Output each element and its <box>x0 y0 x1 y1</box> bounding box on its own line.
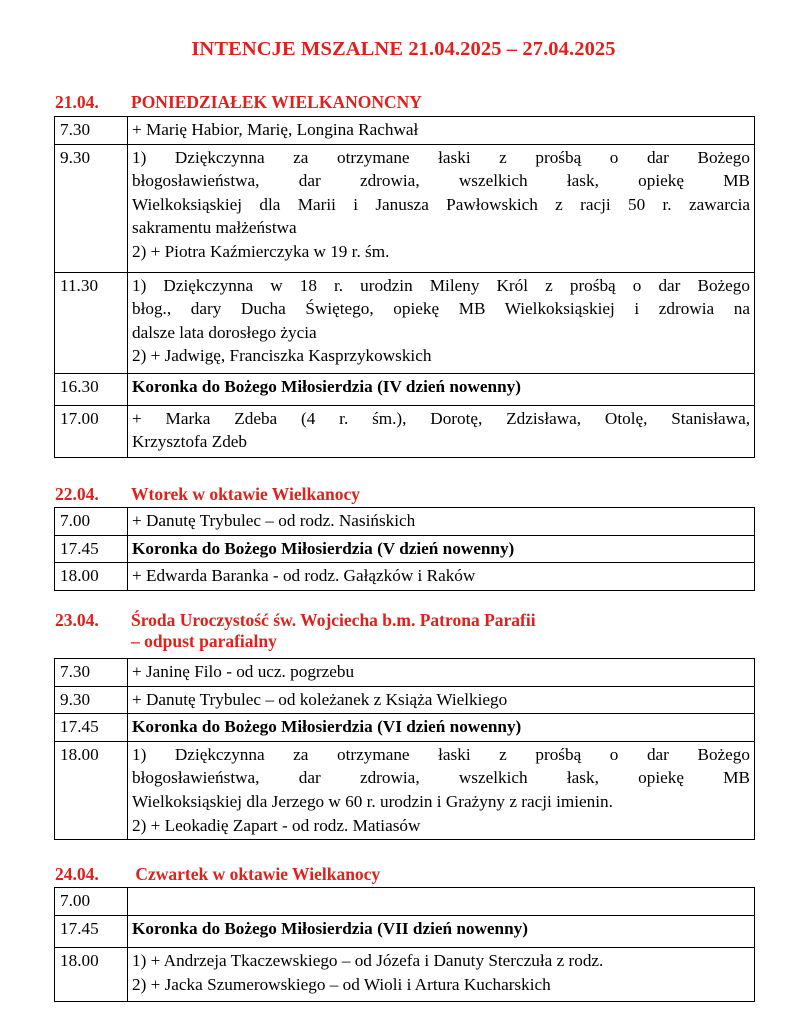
table-row <box>55 948 755 1002</box>
mass-intention <box>128 144 755 272</box>
mass-time: 7.30 <box>55 117 128 145</box>
day-date: 21.04. <box>55 92 99 112</box>
intention-line: błogosławieństwa, dar zdrowia, wszelkich łask, opiekę MB <box>132 768 750 788</box>
intention-line: + Danutę Trybulec – od koleżanek z Książa Wielkiego <box>132 689 508 709</box>
mass-time: 17.45 <box>55 714 128 742</box>
day-date: 23.04. <box>55 610 99 630</box>
day-heading <box>55 610 536 652</box>
day-date: 22.04. <box>55 484 99 504</box>
mass-time: 18.00 <box>55 948 128 1002</box>
table-row <box>55 563 755 591</box>
mass-intention <box>128 563 755 591</box>
mass-time: 18.00 <box>55 563 128 591</box>
table-row <box>55 508 755 536</box>
table-row <box>55 373 755 405</box>
intention-line: błogosławieństwa, dar zdrowia, wszelkich łask, opiekę MB <box>132 171 750 191</box>
mass-time: 9.30 <box>55 686 128 714</box>
table-row <box>55 686 755 714</box>
mass-time: 16.30 <box>55 373 128 405</box>
mass-intention <box>128 405 755 457</box>
intention-line: 2) + Jadwigę, Franciszka Kasprzykowskich <box>132 346 432 366</box>
table-row <box>55 144 755 272</box>
intention-line: Wielkoksiąskiej dla Marii i Janusza Pawłowskich z racji 50 r. zawarcia <box>132 194 750 214</box>
day-heading <box>55 864 380 885</box>
day-date: 24.04. <box>55 864 99 884</box>
intention-line: Koronka do Bożego Miłosierdzia (V dzień nowenny) <box>132 538 515 558</box>
day-name: Wtorek w oktawie Wielkanocy <box>131 484 360 504</box>
table-row <box>55 272 755 373</box>
day-name: PONIEDZIAŁEK WIELKANONCNY <box>131 92 422 112</box>
intention-line: Koronka do Bożego Miłosierdzia (IV dzień nowenny) <box>132 376 521 396</box>
mass-time: 17.45 <box>55 535 128 563</box>
mass-intention <box>128 535 755 563</box>
table-row <box>55 405 755 457</box>
intention-line: Krzysztofa Zdeb <box>132 432 248 452</box>
mass-intention <box>128 741 755 839</box>
mass-intention <box>128 888 755 916</box>
mass-intention <box>128 948 755 1002</box>
mass-time: 17.00 <box>55 405 128 457</box>
day-heading <box>55 92 422 113</box>
day-name: Czwartek w oktawie Wielkanocy <box>131 864 381 884</box>
intention-line: błog., dary Ducha Świętego, opiekę MB Wielkoksiąskiej i zdrowia na <box>132 299 750 319</box>
day-name: – odpust parafialny <box>131 631 277 651</box>
mass-intentions-table <box>54 658 755 840</box>
intention-line: dalsze lata dorosłego życia <box>132 322 317 342</box>
page-title: INTENCJE MSZALNE 21.04.2025 – 27.04.2025 <box>191 38 616 60</box>
mass-time: 18.00 <box>55 741 128 839</box>
intention-line: 1) Dziękczynna za otrzymane łaski z prośbą o dar Bożego <box>132 147 750 167</box>
mass-time: 7.00 <box>55 508 128 536</box>
mass-time: 11.30 <box>55 272 128 373</box>
intention-line: 1) Dziękczynna w 18 r. urodzin Mileny Król z prośbą o dar Bożego <box>132 275 750 295</box>
intention-line: 2) + Leokadię Zapart - od rodz. Matiasów <box>132 815 421 835</box>
intention-line: 2) + Jacka Szumerowskiego – od Wioli i Artura Kucharskich <box>132 974 551 994</box>
intention-line: 1) Dziękczynna za otrzymane łaski z prośbą o dar Bożego <box>132 744 750 764</box>
intention-line: Koronka do Bożego Miłosierdzia (VII dzień nowenny) <box>132 919 528 938</box>
mass-intention <box>128 714 755 742</box>
mass-time: 7.00 <box>55 888 128 916</box>
mass-intentions-table <box>54 116 755 458</box>
intention-line: + Danutę Trybulec – od rodz. Nasińskich <box>132 511 416 530</box>
mass-time: 17.45 <box>55 916 128 948</box>
intention-line: + Marka Zdeba (4 r. śm.), Dorotę, Zdzisława, Otolę, Stanisława, <box>132 408 750 428</box>
mass-intention <box>128 272 755 373</box>
mass-intention <box>128 916 755 948</box>
mass-time: 9.30 <box>55 144 128 272</box>
intention-line: 1) + Andrzeja Tkaczewskiego – od Józefa i Danuty Sterczuła z rodz. <box>132 951 604 970</box>
intention-line: sakramentu małżeństwa <box>132 218 297 238</box>
mass-intention <box>128 686 755 714</box>
mass-time: 7.30 <box>55 659 128 687</box>
intention-line: + Edwarda Baranka - od rodz. Gałązków i Raków <box>132 566 476 586</box>
intention-line: 2) + Piotra Kaźmierczyka w 19 r. śm. <box>132 241 390 261</box>
mass-intention <box>128 659 755 687</box>
day-name: Środa Uroczystość św. Wojciecha b.m. Patrona Parafii <box>131 610 536 630</box>
day-heading <box>55 484 360 505</box>
table-row <box>55 888 755 916</box>
mass-intentions-table <box>54 507 755 591</box>
intention-line: Wielkoksiąskiej dla Jerzego w 60 r. urodzin i Grażyny z racji imienin. <box>132 791 613 811</box>
table-row <box>55 535 755 563</box>
intention-line: + Marię Habior, Marię, Longina Rachwał <box>132 120 419 139</box>
mass-intention <box>128 117 755 145</box>
mass-intention <box>128 373 755 405</box>
intention-line: Koronka do Bożego Miłosierdzia (VI dzień nowenny) <box>132 717 522 737</box>
mass-intention <box>128 508 755 536</box>
mass-intentions-table <box>54 887 755 1002</box>
table-row <box>55 117 755 145</box>
table-row <box>55 659 755 687</box>
table-row <box>55 916 755 948</box>
table-row <box>55 741 755 839</box>
table-row <box>55 714 755 742</box>
intention-line: + Janinę Filo - od ucz. pogrzebu <box>132 662 355 681</box>
